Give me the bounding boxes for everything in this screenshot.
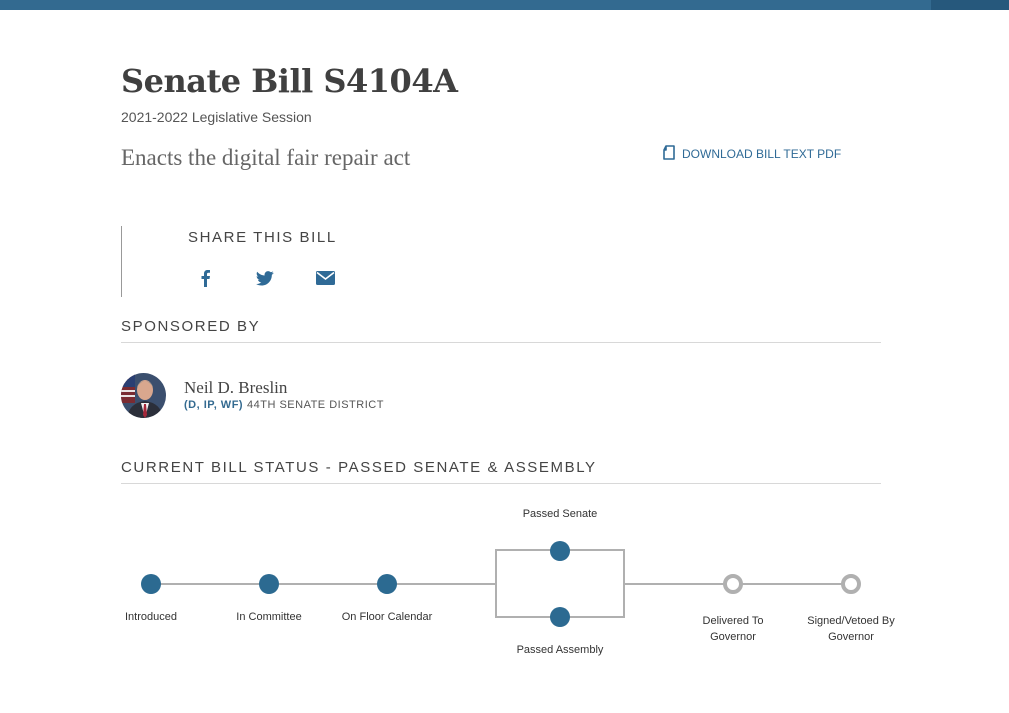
step-label-introduced: Introduced [125, 611, 177, 623]
status-dot-passed-assembly [550, 607, 570, 627]
sponsor-name-link[interactable]: Neil D. Breslin [184, 378, 288, 397]
share-title: SHARE THIS BILL [188, 229, 337, 246]
sponsored-by-heading: SPONSORED BY [121, 318, 881, 343]
sponsor-district: 44TH SENATE DISTRICT [247, 399, 384, 411]
status-dot-passed-senate [550, 541, 570, 561]
sponsor-party: (D, IP, WF) [184, 399, 244, 411]
bill-summary: Enacts the digital fair repair act [121, 145, 411, 170]
status-dot-introduced [141, 574, 161, 594]
step-label-delivered-to-governor: Delivered To Governor [702, 615, 764, 643]
status-dot-delivered-to-governor [725, 576, 741, 592]
step-label-signed-vetoed-by-governor: Signed/Vetoed By Governor [807, 615, 895, 643]
status-dot-in-committee [259, 574, 279, 594]
bill-title: Senate Bill S4104A [121, 62, 458, 100]
step-label-passed-senate: Passed Senate [522, 508, 598, 520]
bill-status-heading: CURRENT BILL STATUS - PASSED SENATE & ASSEMBLY [121, 459, 881, 484]
download-pdf-label: DOWNLOAD BILL TEXT PDF [682, 147, 842, 161]
step-label-in-committee: In Committee [236, 611, 302, 623]
step-label-on-floor-calendar: On Floor Calendar [341, 611, 433, 623]
status-dot-on-floor-calendar [377, 574, 397, 594]
step-label-passed-assembly: Passed Assembly [516, 644, 604, 656]
status-dot-signed-vetoed-by-governor [843, 576, 859, 592]
legislative-session: 2021-2022 Legislative Session [121, 109, 312, 125]
